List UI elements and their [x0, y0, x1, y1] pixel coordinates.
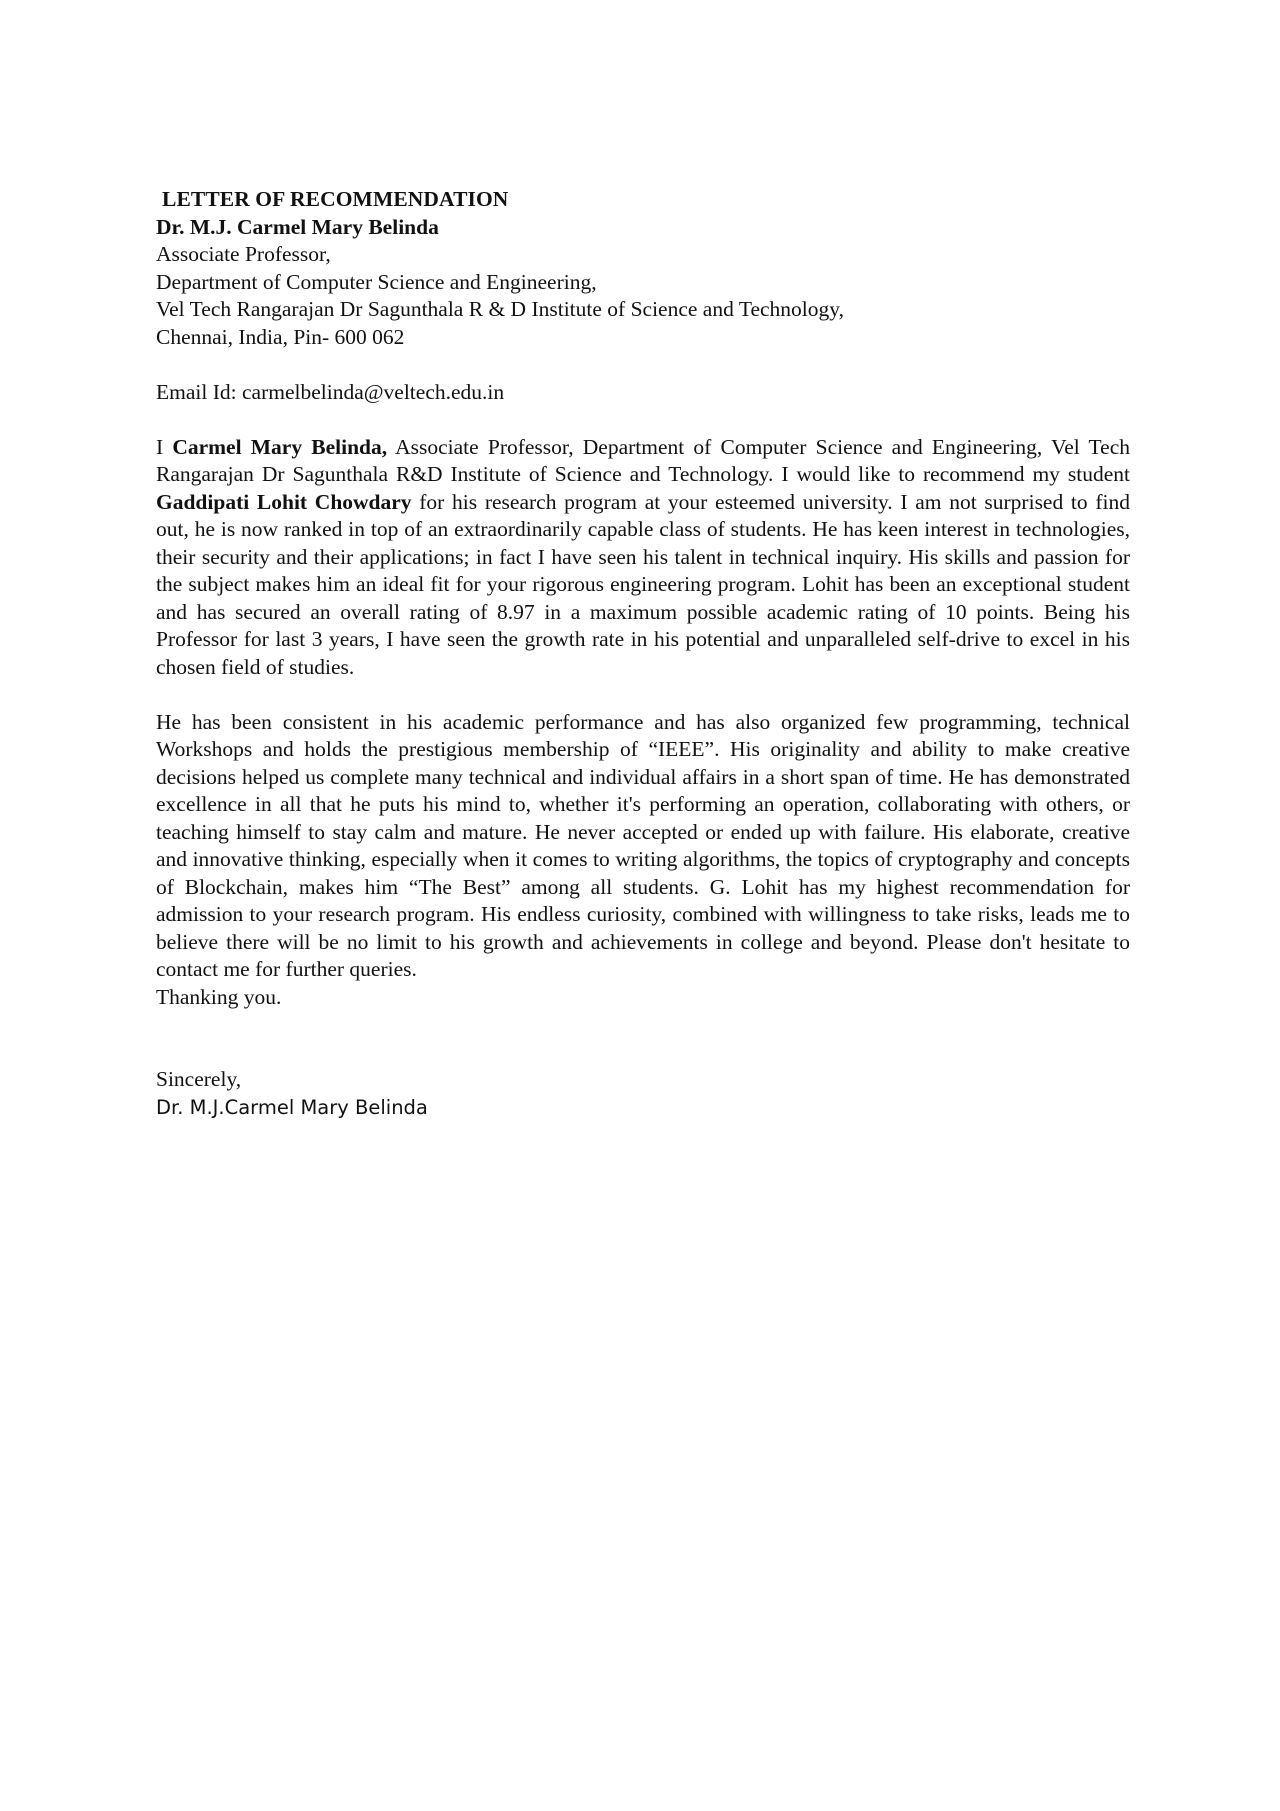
spacer — [156, 1011, 1130, 1066]
para1-text-a: Associate Professor, Department of Computer Science and Engineering, Vel Tech Rangarajan Dr Sagunthala R&D Institute of Science and Technology. I would like to recommend my student — [156, 434, 1130, 486]
letter-title: LETTER OF RECOMMENDATION — [162, 187, 509, 211]
author-position: Associate Professor, — [156, 242, 331, 266]
para1-text-b: for his research program at your esteemed university. I am not surprised to find out, he is now ranked in top of an extraordinarily capable class of students. He has keen interest in technologies, their security and their applications; in fact I have seen his talent in technical inquiry. His skills and passion for the subject makes him an ideal fit for your rigorous engineering program. Lohit has been an exceptional student and has secured an overall rating of 8.97 in a maximum possible academic rating of 10 points. Being his Professor for last 3 years, I have seen the growth rate in his potential and unparalleled self-drive to excel in his chosen field of studies. — [156, 489, 1130, 679]
spacer — [156, 351, 1130, 379]
author-name: Dr. M.J. Carmel Mary Belinda — [156, 214, 439, 239]
author-department: Department of Computer Science and Engineering, — [156, 269, 597, 294]
spacer — [156, 681, 1130, 709]
para1-prefix: I — [156, 434, 173, 459]
recommender-name: Carmel Mary Belinda, — [172, 434, 388, 459]
thanks-line: Thanking you. — [156, 984, 282, 1009]
paragraph-introduction — [156, 434, 1130, 682]
letter-page — [156, 186, 1130, 1121]
student-name: Gaddipati Lohit Chowdary — [156, 489, 412, 514]
signature-name: Dr. M.J.Carmel Mary Belinda — [156, 1095, 428, 1119]
spacer — [156, 406, 1130, 434]
author-institute: Vel Tech Rangarajan Dr Sagunthala R & D Institute of Science and Technology, — [156, 297, 844, 321]
author-location: Chennai, India, Pin- 600 062 — [156, 324, 405, 349]
paragraph-performance: He has been consistent in his academic performance and has also organized few programming, technical Workshops and holds the prestigious membership of “IEEE”. His originality and ability to make creative decisions helped us complete many technical and individual affairs in a short span of time. He has demonstrated excellence in all that he puts his mind to, whether it's performing an operation, collaborating with others, or teaching himself to stay calm and mature. He never accepted or ended up with failure. His elaborate, creative and innovative thinking, especially when it comes to writing algorithms, the topics of cryptography and concepts of Blockchain, makes him “The Best” among all students. G. Lohit has my highest recommendation for admission to your research program. His endless curiosity, combined with willingness to take risks, leads me to believe there will be no limit to his growth and achievements in college and beyond. Please don't hesitate to contact me for further queries. — [156, 709, 1130, 981]
author-email: Email Id: carmelbelinda@veltech.edu.in — [156, 379, 505, 404]
closing-line: Sincerely, — [156, 1067, 242, 1091]
